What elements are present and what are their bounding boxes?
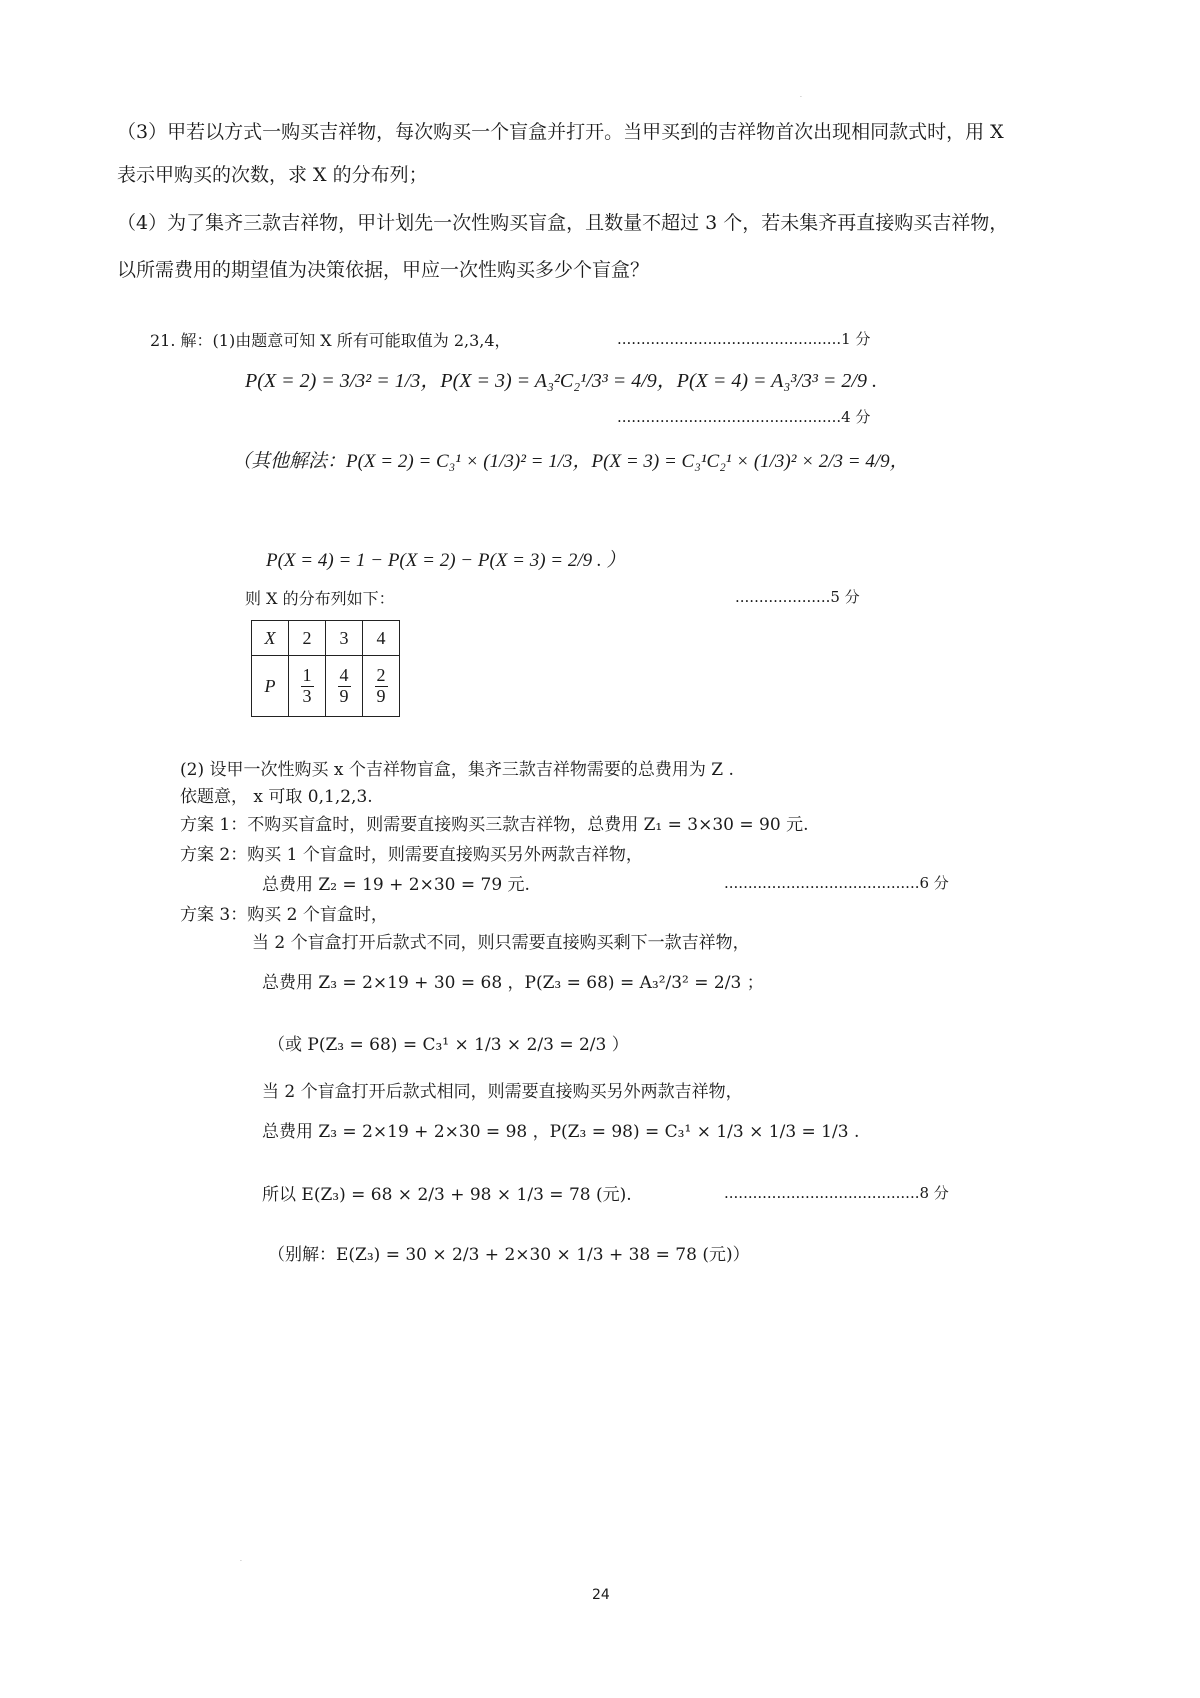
table-cell: 4 [363,621,400,656]
part-2-values: 依题意， x 可取 0,1,2,3. [180,787,373,807]
table-cell [289,656,326,717]
question-4-line-1: （4）为了集齐三款吉祥物，甲计划先一次性购买盲盒，且数量不超过 3 个，若未集齐再直接购买吉祥物， [117,212,1009,234]
fraction-denominator: 3 [302,685,312,706]
table-cell: 3 [326,621,363,656]
table-cell [326,656,363,717]
score-marker-6: .........................................6 分 [724,874,949,892]
plan-3-cost-68: 总费用 Z₃ = 2×19 + 30 = 68 ，P(Z₃ = 68) = A₃²/3² = 2/3 ； [262,973,764,993]
score-marker-4: ...............................................4 分 [617,408,871,426]
plan-2: 方案 2：购买 1 个盲盒时，则需要直接购买另外两款吉祥物， [180,845,643,865]
scan-dot: · [800,94,802,101]
question-3-line-2: 表示甲购买的次数，求 X 的分布列； [117,164,428,186]
plan-3-cost-98: 总费用 Z₃ = 2×19 + 2×30 = 98 ，P(Z₃ = 98) = C₃¹ × 1/3 × 1/3 = 1/3 . [262,1122,860,1142]
question-3-line-1: （3）甲若以方式一购买吉祥物，每次购买一个盲盒并打开。当甲买到的吉祥物首次出现相同款式时，用 X [117,121,1004,143]
scan-dot: · [240,1558,242,1565]
plan-3-alternative: （或 P(Z₃ = 68) = C₃¹ × 1/3 × 2/3 = 2/3 ） [268,1035,629,1055]
solution-intro: 21. 解：(1)由题意可知 X 所有可能取值为 2,3,4， [150,331,511,350]
table-cell [363,656,400,717]
fraction-denominator: 9 [339,685,349,706]
probability-equation: P(X = 2) = 3/3² = 1/3，P(X = 3) = A₃²C₂¹/3³ = 4/9，P(X = 4) = A₃³/3³ = 2/9 . [245,370,877,392]
expectation: 所以 E(Z₃) = 68 × 2/3 + 98 × 1/3 = 78 (元). [262,1185,632,1205]
score-marker-8: .........................................8 分 [724,1184,949,1202]
fraction-numerator: 4 [339,664,349,685]
fraction-numerator: 1 [302,664,312,685]
plan-1: 方案 1：不购买盲盒时，则需要直接购买三款吉祥物，总费用 Z₁ = 3×30 = 90 元. [180,815,809,835]
fraction-denominator: 9 [376,685,386,706]
page-number: 24 [592,1587,610,1603]
question-4-line-2: 以所需费用的期望值为决策依据，甲应一次性购买多少个盲盒？ [117,259,650,281]
table-row [252,656,400,717]
distribution-intro: 则 X 的分布列如下： [245,589,395,608]
expectation-alternative: （别解：E(Z₃) = 30 × 2/3 + 2×30 × 1/3 + 38 = 78 (元)） [268,1245,750,1265]
alternative-solution-line-1: （其他解法：P(X = 2) = C₃¹ × (1/3)² = 1/3，P(X = 3) = C₃¹C₂¹ × (1/3)² × 2/3 = 4/9， [232,451,909,472]
fraction-numerator: 2 [376,664,386,685]
score-marker-1: ...............................................1 分 [617,330,871,348]
plan-3: 方案 3：购买 2 个盲盒时， [180,905,388,925]
plan-3-same-styles: 当 2 个盲盒打开后款式相同，则需要直接购买另外两款吉祥物， [262,1082,743,1102]
table-header-row [252,621,400,656]
table-cell: X [252,621,289,656]
plan-2-cost: 总费用 Z₂ = 19 + 2×30 = 79 元. [262,875,530,895]
plan-3-different-styles: 当 2 个盲盒打开后款式不同，则只需要直接购买剩下一款吉祥物， [252,933,750,953]
score-marker-5: ....................5 分 [735,588,860,606]
table-cell: P [252,656,289,717]
alternative-solution-line-2: P(X = 4) = 1 − P(X = 2) − P(X = 3) = 2/9 . ） [266,550,626,571]
part-2-intro: (2) 设甲一次性购买 x 个吉祥物盲盒，集齐三款吉祥物需要的总费用为 Z . [180,760,734,780]
table-cell: 2 [289,621,326,656]
distribution-table [251,620,400,717]
